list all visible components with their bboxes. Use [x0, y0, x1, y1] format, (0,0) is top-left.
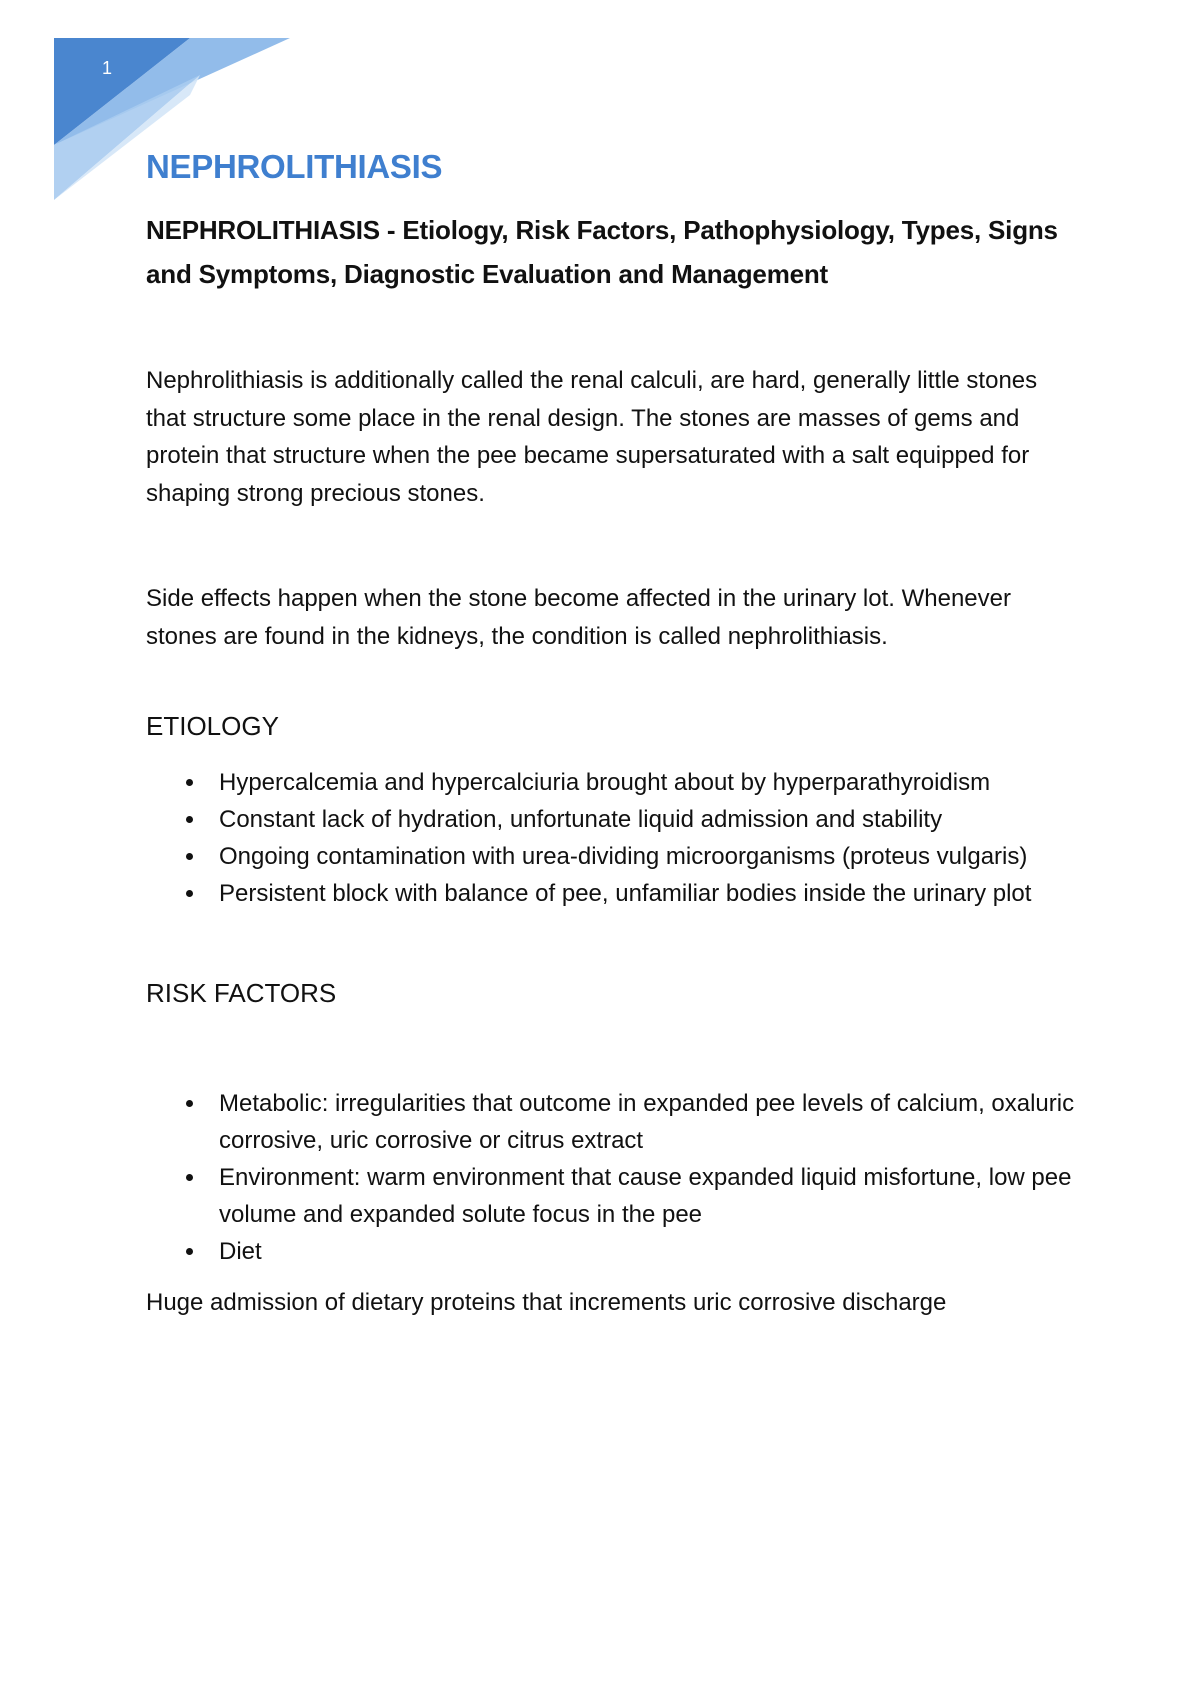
risk-factors-heading: RISK FACTORS — [146, 978, 337, 1008]
bullet-icon — [186, 853, 193, 860]
page-number: 1 — [101, 58, 112, 78]
list-item-text: Metabolic: irregularities that outcome in expanded pee levels of calcium, oxaluric corrosive, uric corrosive or citrus extract — [219, 1090, 1075, 1154]
document-subtitle: NEPHROLITHIASIS - Etiology, Risk Factors, Pathophysiology, Types, Signs and Symptoms, Diagnostic Evaluation and Management — [146, 215, 1058, 289]
list-item-text: Ongoing contamination with urea-dividing microorganisms (proteus vulgaris) — [219, 843, 1028, 870]
list-item-text: Persistent block with balance of pee, unfamiliar bodies inside the urinary plot — [219, 880, 1032, 907]
risk-factors-list — [146, 1085, 1076, 1270]
document-title: NEPHROLITHIASIS — [146, 148, 443, 185]
list-item — [146, 764, 1076, 801]
etiology-list — [146, 764, 1076, 912]
list-item — [146, 1233, 1076, 1270]
symptoms-paragraph: Side effects happen when the stone become affected in the urinary lot. Whenever stones are found in the kidneys, the condition is called nephrolithiasis. — [146, 585, 1011, 650]
list-item-text: Constant lack of hydration, unfortunate liquid admission and stability — [219, 806, 943, 833]
document-body — [146, 148, 1076, 1322]
list-item-text: Diet — [219, 1238, 262, 1265]
bullet-icon — [186, 816, 193, 823]
bullet-icon — [186, 1100, 193, 1107]
intro-paragraph: Nephrolithiasis is additionally called the renal calculi, are hard, generally little stones that structure some place in the renal design. The stones are masses of gems and protein that structure when the pee became supersaturated with a salt equipped for shaping strong precious stones. — [146, 367, 1038, 507]
list-item-text: Hypercalcemia and hypercalciuria brought about by hyperparathyroidism — [219, 769, 991, 796]
list-item — [146, 875, 1076, 912]
list-item — [146, 801, 1076, 838]
list-item — [146, 1159, 1076, 1233]
bullet-icon — [186, 1174, 193, 1181]
bullet-icon — [186, 1248, 193, 1255]
diet-paragraph: Huge admission of dietary proteins that increments uric corrosive discharge — [146, 1289, 947, 1316]
list-item-text: Environment: warm environment that cause expanded liquid misfortune, low pee volume and expanded solute focus in the pee — [219, 1164, 1072, 1228]
list-item — [146, 1085, 1076, 1159]
etiology-heading: ETIOLOGY — [146, 711, 279, 741]
bullet-icon — [186, 779, 193, 786]
bullet-icon — [186, 890, 193, 897]
list-item — [146, 838, 1076, 875]
